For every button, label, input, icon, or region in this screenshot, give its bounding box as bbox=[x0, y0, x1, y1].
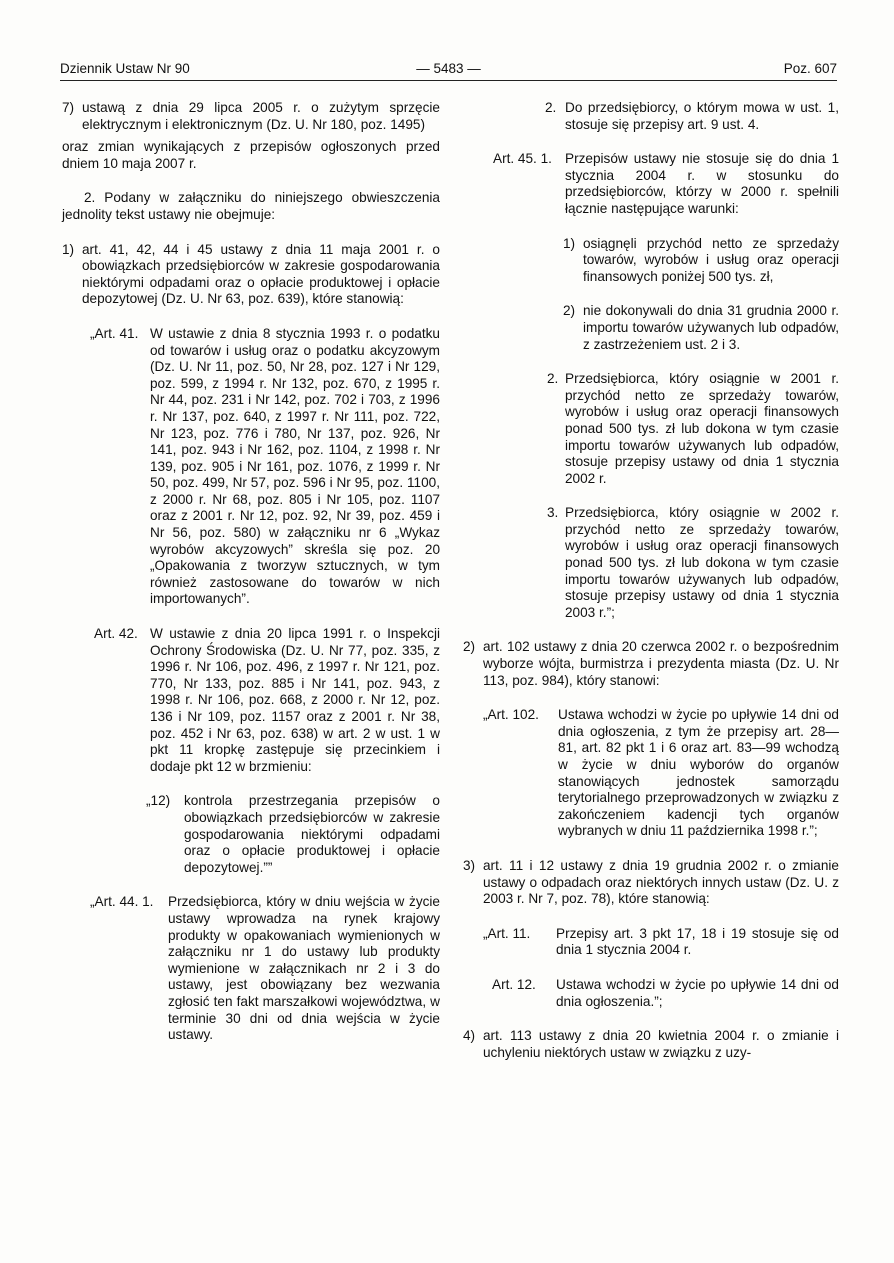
para-text: Przedsiębiorca, który osiągnie w 2001 r. przychód netto ze sprzedaży towarów, wyrobów i usług oraz operacji finansowych ponad 500 tys. zł lub dokona w tym czasie importu towarów używanych lub odpadów, stosuje przepisy ustawy od dnia 1 stycznia 2002 r. bbox=[565, 371, 839, 486]
point-text: kontrola przestrzegania przepisów o obowiązkach przedsiębiorców w zakresie gospodarowania niektórymi odpadami oraz o opłacie produktowej i opłacie depozytowej.”” bbox=[184, 793, 440, 875]
article-text: W ustawie z dnia 20 lipca 1991 r. o Inspekcji Ochrony Środowiska (Dz. U. Nr 77, poz. 335, z 1996 r. Nr 106, poz. 496, z 1997 r. Nr 121, poz. 770, Nr 133, poz. 885 i Nr 141, poz. 943, z 1998 r. Nr 106, poz. 668, z 2000 r. Nr 12, poz. 136 i Nr 109, poz. 1157 oraz z 2001 r. Nr 38, poz. 452 i Nr 63, poz. 638) w art. 2 w ust. 1 w pkt 11 kropkę zastępuje się przecinkiem i dodaje pkt 12 w brzmieniu: bbox=[150, 626, 440, 774]
item-label: 4) bbox=[463, 1028, 476, 1044]
article-text: Przepisów ustawy nie stosuje się do dnia 1 stycznia 2004 r. w stosunku do przedsiębiorców, którzy w 2000 r. spełnili łącznie następujące warunki: bbox=[565, 151, 839, 216]
condition-1 bbox=[563, 236, 839, 286]
paragraph-point-2: 2. Podany w załączniku do niniejszego obwieszczenia jednolity tekst ustawy nie obejmuje: bbox=[62, 190, 440, 222]
right-column bbox=[463, 100, 839, 1061]
article-label: Art. 45. 1. bbox=[493, 151, 552, 167]
article-label: „Art. 102. bbox=[483, 707, 539, 723]
condition-label: 1) bbox=[563, 235, 576, 251]
list-item-7 bbox=[62, 100, 440, 133]
article-text: Przedsiębiorca, który w dniu wejścia w życie ustawy wprowadza na rynek krajowy produkty w opakowaniach wymienionych w załączniku nr 1 do ustawy lub produkty wymienione w załącznikach nr 2 i 3 do ustawy, jest obowiązany bez wezwania zgłosić ten fakt marszałkowi województwa, w terminie 30 dni od dnia wejścia w życie ustawy. bbox=[168, 894, 440, 1043]
article-102 bbox=[483, 707, 839, 840]
article-text: Przepisy art. 3 pkt 17, 18 i 19 stosuje się od dnia 1 stycznia 2004 r. bbox=[556, 925, 839, 958]
article-label: Art. 42. bbox=[94, 626, 138, 642]
condition-label: 2) bbox=[563, 303, 576, 319]
article-text: W ustawie z dnia 8 stycznia 1993 r. o podatku od towarów i usług oraz o podatku akcyzowym (Dz. U. Nr 11, poz. 50, Nr 28, poz. 127 i Nr 129, poz. 599, z 1994 r. Nr 132, poz. 670, z 1995 r. Nr 44, poz. 231 i Nr 142, poz. 702 i 703, z 1996 r. Nr 137, poz. 640, z 1997 r. Nr 111, poz. 722, Nr 123, poz. 776 i 780, Nr 137, poz. 926, Nr 141, poz. 943 i Nr 162, poz. 1104, z 1998 r. Nr 139, poz. 905 i Nr 161, poz. 1076, z 1999 r. Nr 50, poz. 499, Nr 57, poz. 596 i Nr 95, poz. 1100, z 2000 r. Nr 68, poz. 805 i Nr 105, poz. 1107 oraz z 2001 r. Nr 12, poz. 92, Nr 39, poz. 459 i Nr 56, poz. 580) w załączniku nr 6 „Wykaz wyrobów akcyzowych” skreśla się poz. 20 „Opakowania z tworzyw sztucznych, w tym również zastosowane do towarów w nich importowanych”. bbox=[150, 325, 440, 607]
article-41 bbox=[90, 326, 440, 608]
para-text: Przedsiębiorca, który osiągnie w 2002 r. przychód netto ze sprzedaży towarów, wyrobów i usług oraz operacji finansowych ponad 500 tys. zł lub dokona w tym czasie importu towarów używanych lub odpadów, stosuje przepisy ustawy od dnia 1 stycznia 2003 r.”; bbox=[565, 505, 839, 620]
item-text: ustawą z dnia 29 lipca 2005 r. o zużytym sprzęcie elektrycznym i elektronicznym (Dz. U. Nr 180, poz. 1495) bbox=[82, 100, 440, 132]
para-text: Do przedsiębiorcy, o którym mowa w ust. 1, stosuje się przepisy art. 9 ust. 4. bbox=[565, 100, 839, 132]
item-text: art. 41, 42, 44 i 45 ustawy z dnia 11 maja 2001 r. o obowiązkach przedsiębiorców w zakresie gospodarowania niektórymi odpadami oraz o opłacie produktowej i opłacie depozytowej (Dz. U. Nr 63, poz. 639), które stanowią: bbox=[82, 241, 440, 307]
header-rule bbox=[60, 80, 837, 81]
condition-2 bbox=[563, 303, 839, 353]
article-12 bbox=[483, 977, 839, 1010]
article-44-para-2 bbox=[545, 100, 839, 133]
item-label: 7) bbox=[62, 100, 75, 115]
list-item-2 bbox=[463, 639, 839, 689]
page-header bbox=[60, 61, 837, 79]
article-label: „Art. 41. bbox=[90, 325, 139, 341]
article-label: „Art. 44. 1. bbox=[90, 894, 154, 910]
list-item-1 bbox=[62, 242, 440, 308]
article-label: „Art. 11. bbox=[483, 925, 531, 941]
journal-title: Dziennik Ustaw Nr 90 bbox=[60, 61, 190, 76]
article-11 bbox=[483, 926, 839, 959]
item-text: art. 113 ustawy z dnia 20 kwietnia 2004 r. o zmianie i uchyleniu niektórych ustaw w związku z uzy- bbox=[483, 1028, 839, 1060]
article-45-para-2 bbox=[547, 371, 839, 487]
paragraph-oraz: oraz zmian wynikających z przepisów ogłoszonych przed dniem 10 maja 2007 r. bbox=[62, 139, 440, 171]
para-label: 2. bbox=[547, 371, 559, 387]
para-label: 3. bbox=[547, 505, 559, 521]
item-text: art. 11 i 12 ustawy z dnia 19 grudnia 2002 r. o zmianie ustawy o odpadach oraz niektórych innych ustaw (Dz. U. z 2003 r. Nr 7, poz. 78), które stanowią: bbox=[483, 857, 839, 907]
page-number: — 5483 — bbox=[416, 61, 481, 76]
para-label: 2. bbox=[545, 100, 557, 115]
list-item-3 bbox=[463, 858, 839, 908]
point-label: „12) bbox=[146, 793, 171, 809]
article-44 bbox=[90, 894, 440, 1043]
article-text: Ustawa wchodzi w życie po upływie 14 dni od dnia ogłoszenia.”; bbox=[556, 976, 839, 1009]
article-42 bbox=[90, 626, 440, 775]
article-45 bbox=[493, 151, 839, 217]
position-number: Poz. 607 bbox=[783, 61, 837, 76]
list-item-4 bbox=[463, 1028, 839, 1061]
condition-text: nie dokonywali do dnia 31 grudnia 2000 r. importu towarów używanych lub odpadów, z zastrzeżeniem ust. 2 i 3. bbox=[583, 303, 839, 352]
left-column bbox=[62, 100, 440, 1044]
article-text: Ustawa wchodzi w życie po upływie 14 dni od dnia ogłoszenia, z tym że przepisy art. 28—81, art. 82 pkt 1 i 6 oraz art. 83—99 wchodzą w życie w dniu wyborów do organów stanowiących jednostek samorządu terytorialnego przeprowadzonych w związku z zakończeniem kadencji tych organów wybranych w dniu 11 października 1998 r.”; bbox=[558, 707, 839, 839]
item-label: 1) bbox=[62, 241, 75, 257]
point-12 bbox=[146, 793, 440, 876]
item-label: 2) bbox=[463, 639, 476, 655]
article-45-para-3 bbox=[547, 505, 839, 621]
item-text: art. 102 ustawy z dnia 20 czerwca 2002 r. o bezpośrednim wyborze wójta, burmistrza i prezydenta miasta (Dz. U. Nr 113, poz. 984), który stanowi: bbox=[483, 639, 839, 688]
article-label: Art. 12. bbox=[492, 976, 536, 992]
item-label: 3) bbox=[463, 857, 476, 873]
condition-text: osiągnęli przychód netto ze sprzedaży towarów, wyrobów i usług oraz operacji finansowych poniżej 500 tys. zł, bbox=[583, 235, 839, 284]
